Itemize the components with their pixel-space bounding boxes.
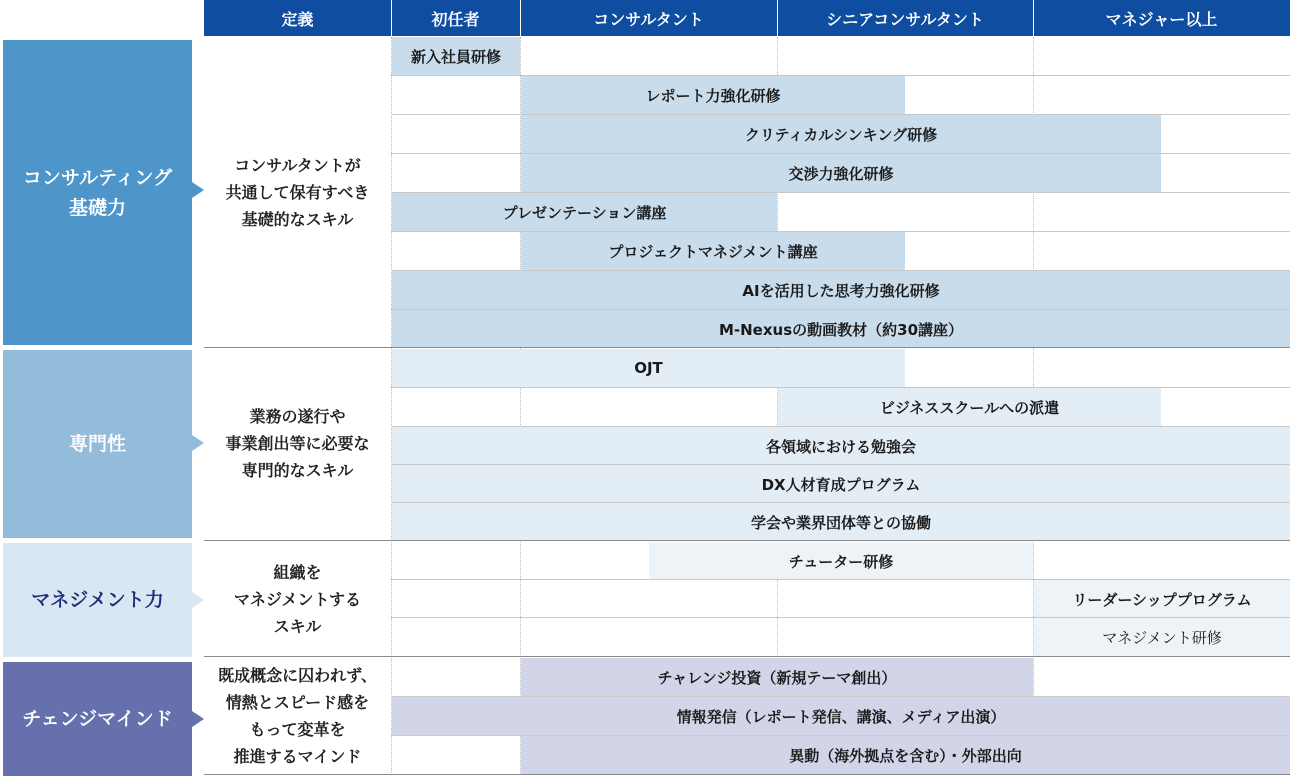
row-line xyxy=(391,464,1290,465)
program-bar: プロジェクトマネジメント講座 xyxy=(521,232,905,270)
row-line xyxy=(391,231,1290,232)
category-consulting-skills: コンサルティング 基礎力 xyxy=(3,40,192,345)
group-divider xyxy=(204,656,1290,657)
program-bar: OJT xyxy=(392,349,905,387)
program-bar: DX人材育成プログラム xyxy=(392,465,1290,503)
program-bar: 各領域における勉強会 xyxy=(392,427,1290,465)
program-bar: 異動（海外拠点を含む）・外部出向 xyxy=(521,736,1290,774)
header-divider xyxy=(777,0,778,36)
column-line xyxy=(391,37,392,775)
row-line xyxy=(391,579,1290,580)
program-bar: 学会や業界団体等との協働 xyxy=(392,503,1290,541)
row-line xyxy=(391,426,1290,427)
program-bar: 新入社員研修 xyxy=(392,37,520,75)
definition-consulting-skills: コンサルタントが 共通して保有すべき 基礎的なスキル xyxy=(225,155,370,229)
program-bar: チューター研修 xyxy=(649,542,1033,580)
header-level-manager: マネジャー以上 xyxy=(1033,0,1290,36)
definition-change-mind: 既成概念に囚われず、 情熱とスピード感を もって変革を 推進するマインド xyxy=(218,666,377,766)
program-bar: クリティカルシンキング研修 xyxy=(521,115,1161,153)
row-line xyxy=(391,387,1290,388)
header-divider xyxy=(520,0,521,36)
row-line xyxy=(391,192,1290,193)
arrow-icon xyxy=(192,592,204,608)
program-bar: AIを活用した思考力強化研修 xyxy=(392,271,1290,309)
category-specialty: 専門性 xyxy=(3,350,192,538)
row-line xyxy=(391,270,1290,271)
row-line xyxy=(391,309,1290,310)
program-bar: マネジメント研修 xyxy=(1034,618,1290,656)
row-line xyxy=(391,75,1290,76)
program-bar: 情報発信（レポート発信、講演、メディア出演） xyxy=(392,697,1290,735)
row-line xyxy=(391,735,1290,736)
category-change-mind: チェンジマインド xyxy=(3,662,192,776)
definition-specialty: 業務の遂行や 事業創出等に必要な 専門的なスキル xyxy=(225,407,370,480)
header-level-consultant: コンサルタント xyxy=(520,0,777,36)
group-divider xyxy=(204,540,1290,541)
row-line xyxy=(391,617,1290,618)
arrow-icon xyxy=(192,435,204,451)
header-level-senior: シニアコンサルタント xyxy=(777,0,1033,36)
program-bar: ビジネススクールへの派遣 xyxy=(778,388,1161,426)
program-bar: レポート力強化研修 xyxy=(521,76,905,114)
row-line xyxy=(391,502,1290,503)
arrow-icon xyxy=(192,182,204,198)
header-divider xyxy=(391,0,392,36)
row-line xyxy=(391,114,1290,115)
header-level-entry: 初任者 xyxy=(391,0,520,36)
program-bar: チャレンジ投資（新規テーマ創出） xyxy=(521,658,1033,696)
row-line xyxy=(391,696,1290,697)
program-bar: プレゼンテーション講座 xyxy=(392,193,777,231)
row-line xyxy=(391,153,1290,154)
group-divider xyxy=(204,774,1290,775)
definition-management: 組織を マネジメントする スキル xyxy=(233,562,362,636)
arrow-icon xyxy=(192,711,204,727)
program-bar: 交渉力強化研修 xyxy=(521,154,1161,192)
program-bar: リーダーシッププログラム xyxy=(1034,580,1290,618)
header-definition: 定義 xyxy=(204,0,391,36)
category-management: マネジメント力 xyxy=(3,543,192,657)
program-bar: M-Nexusの動画教材（約30講座） xyxy=(392,310,1290,348)
group-divider xyxy=(204,347,1290,348)
header-divider xyxy=(1033,0,1034,36)
